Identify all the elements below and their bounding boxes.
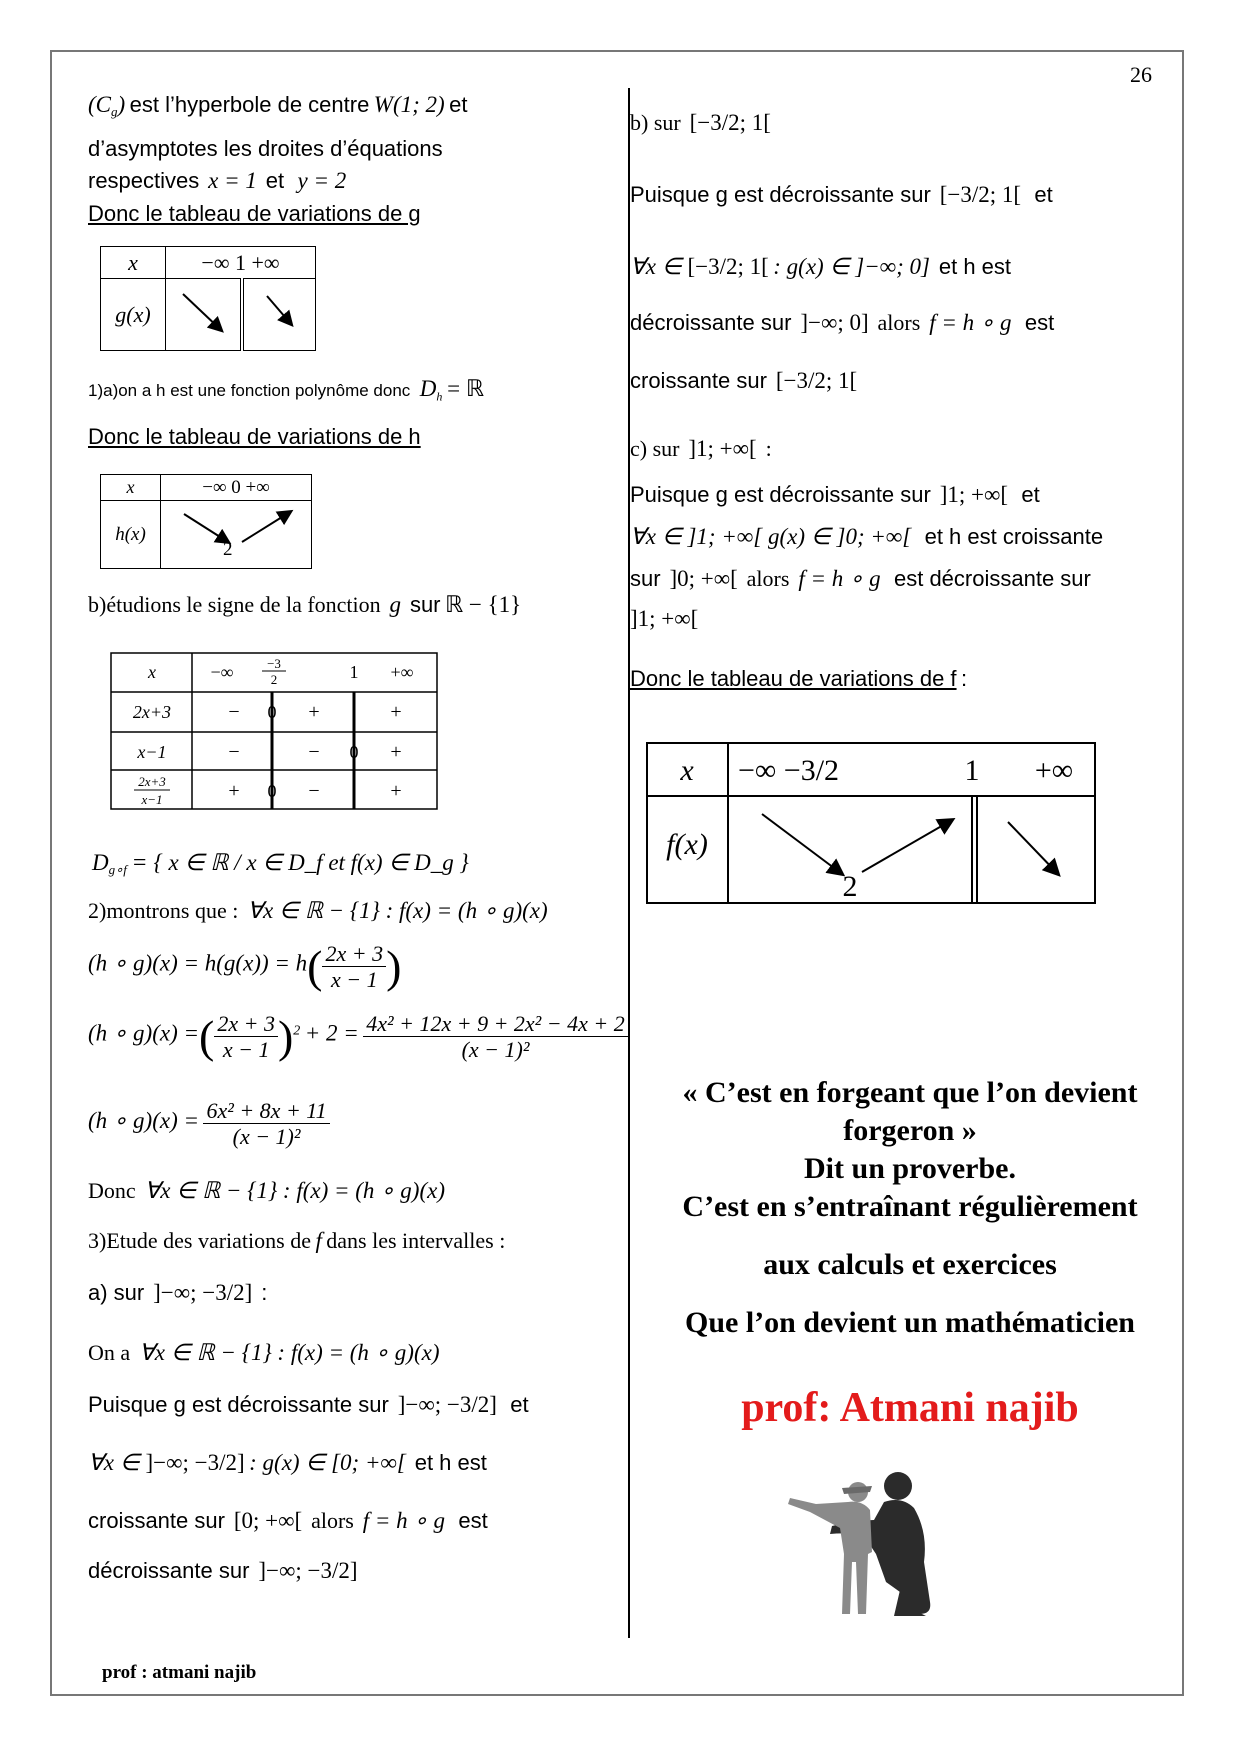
quote-line1: « C’est en forgeant que l’on devient xyxy=(682,1076,1138,1109)
f-table-x: x xyxy=(680,754,694,787)
f-table-row-label: f(x) xyxy=(666,828,708,861)
sign-row1-cell: + xyxy=(390,701,402,723)
quote-line3: Dit un proverbe. xyxy=(804,1152,1016,1185)
g-table-title: Donc le tableau de variations de g xyxy=(88,201,421,226)
part-b-line3: décroissante sur ]−∞; 0] alors f = h ∘ g est xyxy=(630,310,1055,335)
part-a-line4: décroissante sur ]−∞; −3/2] xyxy=(88,1558,358,1583)
g-decreasing-arrow-1 xyxy=(173,282,233,342)
sign-header-one: 1 xyxy=(349,662,359,682)
sign-header-plus-inf: +∞ xyxy=(390,662,414,682)
part-a-title: a) sur ]−∞; −3/2] : xyxy=(88,1280,268,1305)
sign-row2-cell: + xyxy=(390,741,402,763)
hyperbola-line2: d’asymptotes les droites d’équations xyxy=(88,136,443,161)
quote-line5: aux calculs et exercices xyxy=(763,1248,1057,1281)
g-arrow-cell-1 xyxy=(166,279,243,351)
h-arrow-cell xyxy=(161,501,312,569)
calc-line3: (h ∘ g)(x) = $\frac{\text{6x² + 8x + 11}}{\text{(x − 1)²}}$ xyxy=(88,1098,330,1150)
part-b-title: b) sur [−3/2; 1[ xyxy=(630,110,771,135)
sign-row2-cell: − xyxy=(228,741,240,763)
sign-row2-cell: − xyxy=(308,741,320,763)
sign-table xyxy=(110,652,440,812)
sign-row1-cell: − xyxy=(228,701,240,723)
sign-header-x: x xyxy=(148,662,156,682)
h-variation-arrows xyxy=(162,502,310,562)
part-a-line3: croissante sur [0; +∞[ alors f = h ∘ g est xyxy=(88,1508,488,1533)
calc-line2: (h ∘ g)(x) =( $\frac{2x + 3}{x - 1}$ )$^2$ + 2 = $\frac{\text{4x² + 12x + 9 + 2x² − 4x + 2}}{\text{(x − 1)²}}$ xyxy=(88,1010,628,1063)
sign-header-frac-den: 2 xyxy=(270,672,278,687)
sign-row2-cell: 0 xyxy=(349,742,359,762)
part-c-line1: Puisque g est décroissante sur ]1; +∞[ et xyxy=(630,482,1040,507)
g-table-x: x xyxy=(101,247,166,279)
sign-row3-label-num: 2x+3 xyxy=(138,774,166,789)
calc-line1: (h ∘ g)(x) = h(g(x)) = h( $\frac{2x + 3}{x - 1}$ ) xyxy=(88,940,402,992)
part-b-line1: Puisque g est décroissante sur [−3/2; 1[ et xyxy=(630,182,1053,207)
donc-line: Donc ∀x ∈ ℝ − {1} : f(x) = (h ∘ g)(x) xyxy=(88,1178,445,1203)
h-table-row-label: h(x) xyxy=(101,501,161,569)
quote-line6: Que l’on devient un mathématicien xyxy=(685,1306,1135,1339)
part-a-on-a: On a ∀x ∈ ℝ − {1} : f(x) = (h ∘ g)(x) xyxy=(88,1340,440,1365)
g-decreasing-arrow-2 xyxy=(255,282,305,342)
h-table-values: −∞ 0 +∞ xyxy=(161,475,312,501)
g-table-values: −∞ 1 +∞ xyxy=(166,247,316,279)
part-a-line2: ∀x ∈ ]−∞; −3/2] : g(x) ∈ [0; +∞[ et h est xyxy=(88,1450,487,1475)
composition-domain: $D_{g\circ f}$ = { x ∈ ℝ / x ∈ D_f et f(x) ∈ D_g } xyxy=(92,850,469,878)
sign-row3-cell: + xyxy=(228,780,240,802)
sign-row1-cell: + xyxy=(308,701,320,723)
q3-line: 3)Etude des variations de f dans les intervalles : xyxy=(88,1228,506,1253)
teacher-child-silhouette-icon xyxy=(780,1462,940,1622)
sign-row3-cell: − xyxy=(308,780,320,802)
part-b-line4: croissante sur [−3/2; 1[ xyxy=(630,368,858,393)
h-table-title: Donc le tableau de variations de h xyxy=(88,424,421,449)
h-domain: 1)a)on a h est une fonction polynôme donc $D_h$ = ℝ xyxy=(88,376,485,404)
part-c-line2: ∀x ∈ ]1; +∞[ g(x) ∈ ]0; +∞[ et h est croissante xyxy=(630,524,1104,549)
hyperbola-line1: $(C_g)$ est l’hyperbole de centre W(1; 2) et xyxy=(88,92,468,120)
hyperbola-line3: respectives x = 1 et y = 2 xyxy=(88,168,347,193)
f-table-title-line: Donc le tableau de variations de f : xyxy=(630,666,968,691)
sign-title: b)étudions le signe de la fonction g sur ℝ − {1} xyxy=(88,592,522,617)
f-variation-table xyxy=(646,742,1098,906)
sign-header-frac-num: −3 xyxy=(267,656,281,671)
sign-row3-cell: + xyxy=(390,780,402,802)
sign-row2-label: x−1 xyxy=(137,742,167,762)
g-table-row-label: g(x) xyxy=(101,279,166,351)
sign-header-minus-inf: −∞ xyxy=(210,662,234,682)
h-min-value: 2 xyxy=(223,539,233,560)
part-a-line1: Puisque g est décroissante sur ]−∞; −3/2] et xyxy=(88,1392,529,1417)
quote-line2: forgeron » xyxy=(843,1114,977,1147)
f-decreasing-arrow-1 xyxy=(762,814,842,874)
g-arrow-cell-2 xyxy=(242,279,316,351)
part-c-line4: ]1; +∞[ xyxy=(630,606,699,631)
g-variation-table xyxy=(100,246,316,351)
part-c-title: c) sur ]1; +∞[ : xyxy=(630,436,772,461)
sign-row3-cell: 0 xyxy=(267,781,277,801)
f-table-values: −∞ −3/2 xyxy=(738,754,840,787)
f-decreasing-arrow-2 xyxy=(1008,822,1058,874)
sign-row3-label-den: x−1 xyxy=(141,792,163,807)
h-variation-table xyxy=(100,474,312,569)
f-table-one: 1 xyxy=(964,754,980,787)
f-increasing-arrow xyxy=(862,820,952,872)
sign-row1-label: 2x+3 xyxy=(132,702,172,722)
h-table-x: x xyxy=(101,475,161,501)
part-c-line3: sur ]0; +∞[ alors f = h ∘ g est décroissante sur xyxy=(630,566,1091,591)
f-table-plus-inf: +∞ xyxy=(1034,754,1074,787)
footer-author: prof : atmani najib xyxy=(102,1662,257,1683)
part-b-line2: ∀x ∈ [−3/2; 1[ : g(x) ∈ ]−∞; 0] et h est xyxy=(630,254,1012,279)
signature: prof: Atmani najib xyxy=(741,1385,1079,1431)
page-number: 26 xyxy=(1130,62,1152,87)
f-table-min: 2 xyxy=(842,870,858,903)
quote-line4: C’est en s’entraînant régulièrement xyxy=(682,1190,1138,1223)
sign-row1-cell: 0 xyxy=(267,702,277,722)
q2-line: 2)montrons que : ∀x ∈ ℝ − {1} : f(x) = (h ∘ g)(x) xyxy=(88,898,548,923)
